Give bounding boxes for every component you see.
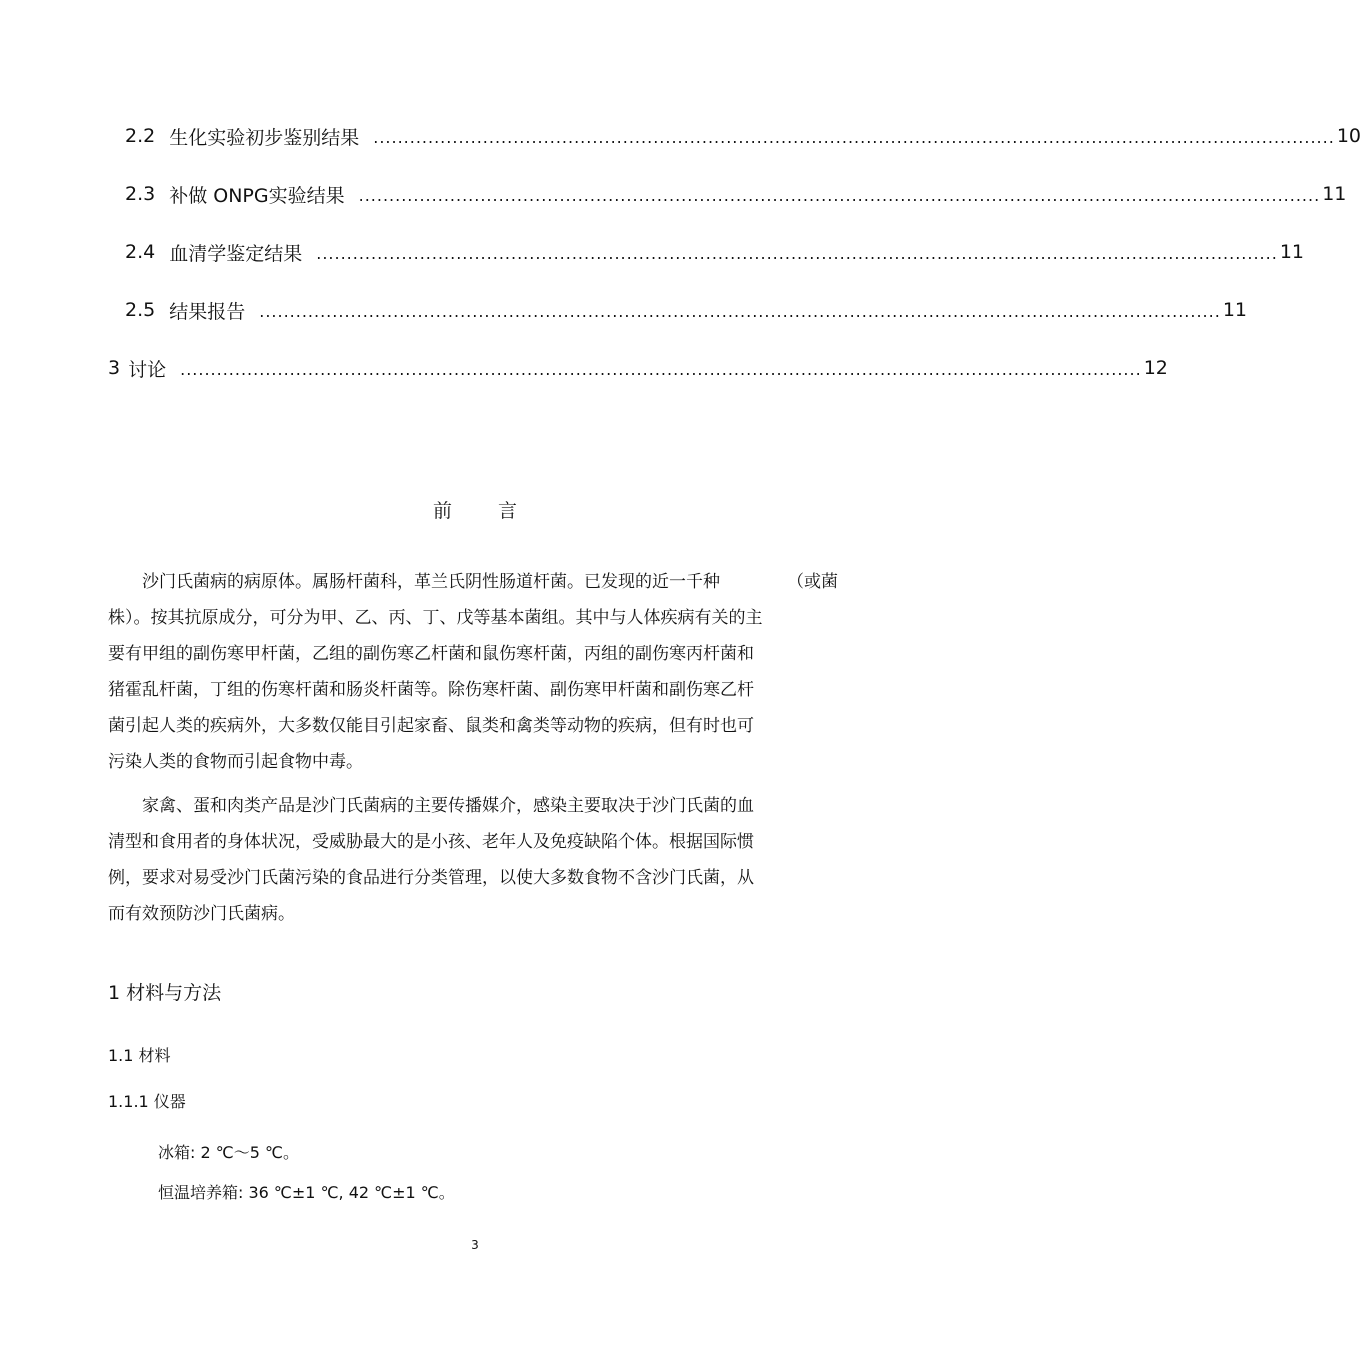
toc-entry-2-3[interactable]	[125, 179, 1347, 209]
section-heading: 1 材料与方法	[108, 982, 222, 1004]
toc-entry-number: 2.3	[125, 183, 156, 205]
preface-title-left: 前	[432, 500, 452, 522]
toc-entry-number: 3	[108, 357, 121, 379]
instrument-item: 恒温培养箱: 36 ℃±1 ℃, 42 ℃±1 ℃。	[158, 1183, 455, 1202]
toc-entry-title: 结果报告	[169, 300, 246, 323]
toc-entry-page: 11	[1322, 183, 1347, 205]
subsection-heading: 1.1 材料	[108, 1046, 171, 1065]
paragraph-line: 清型和食用者的身体状况，受威胁最大的是小孩、老年人及免疫缺陷个体。根据国际惯	[108, 832, 754, 852]
toc-entry-page: 10	[1336, 125, 1361, 147]
toc-dot-leader: ..............................................................................................................................................................	[316, 243, 1278, 263]
paragraph-line: 猪霍乱杆菌，丁组的伤寒杆菌和肠炎杆菌等。除伤寒杆菌、副伤寒甲杆菌和副伤寒乙杆	[108, 680, 754, 700]
toc-entry-2-2[interactable]	[125, 121, 1361, 151]
toc-entry-title: 讨论	[128, 358, 167, 381]
paragraph-line: 菌引起人类的疾病外，大多数仅能目引起家畜、鼠类和禽类等动物的疾病，但有时也可	[108, 716, 754, 736]
paragraph-line: 株）。按其抗原成分，可分为甲、乙、丙、丁、戊等基本菌组。其中与人体疾病有关的主	[108, 608, 763, 628]
paragraph-line-tail: （或菌	[787, 572, 838, 592]
preface-paragraph-1	[108, 564, 843, 780]
preface-paragraph-2	[108, 788, 843, 932]
toc-entry-number: 2.4	[125, 241, 156, 263]
subsubsection-heading: 1.1.1 仪器	[108, 1092, 186, 1111]
toc-dot-leader: ..............................................................................................................................................................	[373, 127, 1335, 147]
paragraph-line: 要有甲组的副伤寒甲杆菌，乙组的副伤寒乙杆菌和鼠伤寒杆菌，丙组的副伤寒丙杆菌和	[108, 644, 754, 664]
toc-entry-title: 生化实验初步鉴别结果	[169, 126, 360, 149]
toc-entry-page: 12	[1143, 357, 1168, 379]
page-number: 3	[471, 1238, 479, 1252]
paragraph-line: 家禽、蛋和肉类产品是沙门氏菌病的主要传播媒介，感染主要取决于沙门氏菌的血	[142, 796, 754, 816]
toc-entry-2-5[interactable]	[125, 295, 1247, 325]
preface-title	[0, 496, 950, 523]
instrument-item: 冰箱: 2 ℃～5 ℃。	[158, 1143, 299, 1162]
preface-title-right: 言	[498, 500, 518, 522]
toc-entry-page: 11	[1222, 299, 1247, 321]
paragraph-line: 而有效预防沙门氏菌病。	[108, 904, 295, 924]
toc-entry-3[interactable]	[108, 353, 1168, 383]
toc-dot-leader: ..............................................................................................................................................................	[180, 359, 1142, 379]
paragraph-line: 例，要求对易受沙门氏菌污染的食品进行分类管理，以使大多数食物不含沙门氏菌，从	[108, 868, 754, 888]
toc-entry-number: 2.2	[125, 125, 156, 147]
toc-entry-page: 11	[1279, 241, 1304, 263]
toc-entry-2-4[interactable]	[125, 237, 1304, 267]
toc-dot-leader: ..............................................................................................................................................................	[259, 301, 1221, 321]
toc-dot-leader: ..............................................................................................................................................................	[358, 185, 1321, 205]
toc-entry-number: 2.5	[125, 299, 156, 321]
paragraph-line: 沙门氏菌病的病原体。属肠杆菌科，革兰氏阴性肠道杆菌。已发现的近一千种	[142, 572, 720, 592]
toc-entry-title: 血清学鉴定结果	[169, 242, 303, 265]
paragraph-line: 污染人类的食物而引起食物中毒。	[108, 752, 363, 772]
toc-entry-title: 补做 ONPG实验结果	[169, 184, 345, 207]
